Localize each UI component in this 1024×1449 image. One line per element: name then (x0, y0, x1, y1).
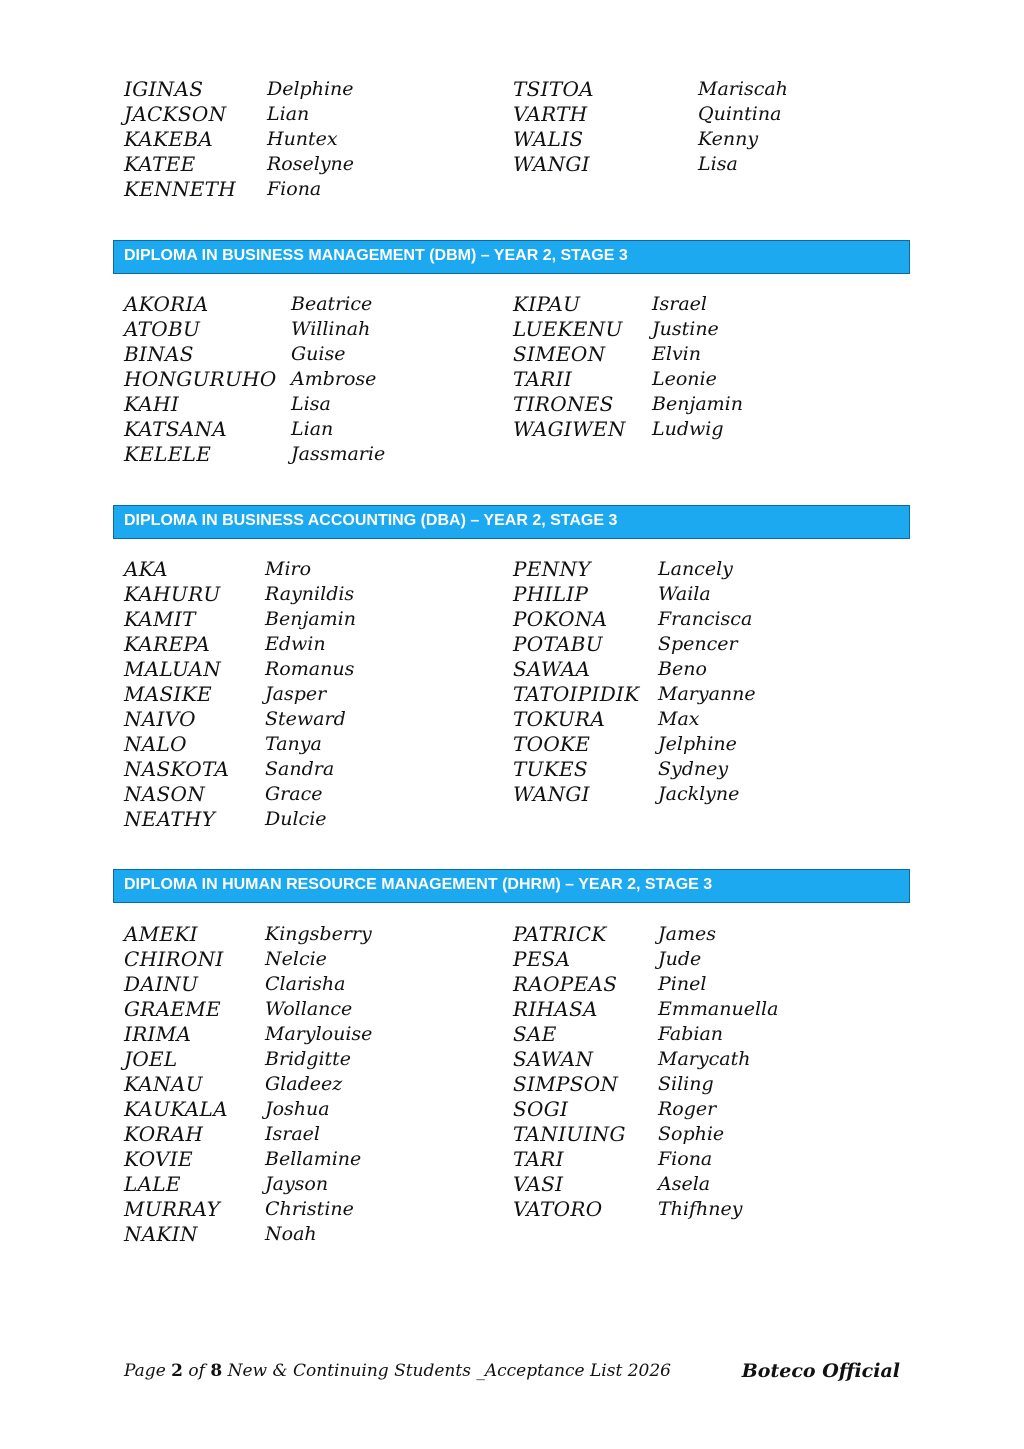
student-surname: AMEKI (124, 921, 198, 946)
student-given-name: James (658, 922, 716, 945)
student-given-name: Guise (291, 342, 346, 365)
left-column (124, 556, 513, 831)
student-given-name: Ludwig (652, 417, 724, 440)
student-given-name: Justine (652, 317, 719, 340)
student-surname: IRIMA (124, 1021, 192, 1046)
list-item (513, 971, 902, 996)
student-given-name: Kingsberry (265, 922, 372, 945)
list-item (513, 556, 902, 581)
student-given-name: Christine (265, 1197, 354, 1220)
student-surname: SIMPSON (513, 1071, 619, 1096)
student-surname: HONGURUHO (124, 366, 277, 391)
section-header-dbm: DIPLOMA IN BUSINESS MANAGEMENT (DBM) – YEAR 2, STAGE 3 (113, 240, 910, 274)
student-surname: JACKSON (124, 101, 227, 126)
student-surname: KIPAU (513, 291, 581, 316)
student-given-name: Gladeez (265, 1072, 343, 1095)
list-item (124, 681, 513, 706)
list-item (124, 971, 513, 996)
student-surname: POTABU (513, 631, 603, 656)
student-surname: KELELE (124, 441, 212, 466)
list-item (124, 366, 513, 391)
student-surname: AKA (124, 556, 168, 581)
student-surname: WALIS (513, 126, 584, 151)
student-surname: NASKOTA (124, 756, 230, 781)
student-surname: KAHURU (124, 581, 221, 606)
list-item (513, 1196, 902, 1221)
list-item (513, 151, 902, 176)
list-item (124, 556, 513, 581)
student-given-name: Miro (265, 557, 312, 580)
student-surname: WANGI (513, 781, 590, 806)
list-item (124, 441, 513, 466)
student-given-name: Maryanne (658, 682, 756, 705)
student-surname: LUEKENU (513, 316, 623, 341)
student-given-name: Kenny (698, 127, 759, 150)
student-given-name: Leonie (652, 367, 717, 390)
list-item (513, 341, 902, 366)
list-item (513, 391, 902, 416)
student-surname: SAWAN (513, 1046, 594, 1071)
student-given-name: Lian (267, 102, 310, 125)
list-item (124, 781, 513, 806)
list-item (124, 656, 513, 681)
student-given-name: Benjamin (652, 392, 743, 415)
page-footer (124, 1358, 900, 1384)
student-surname: KAMIT (124, 606, 196, 631)
list-item (124, 706, 513, 731)
student-given-name: Jude (658, 947, 702, 970)
list-item (513, 946, 902, 971)
student-given-name: Fiona (658, 1147, 713, 1170)
student-given-name: Wollance (265, 997, 353, 1020)
student-given-name: Beno (658, 657, 707, 680)
footer-of-word: of (188, 1361, 205, 1381)
list-item (513, 756, 902, 781)
student-surname: VARTH (513, 101, 588, 126)
student-given-name: Grace (265, 782, 323, 805)
student-surname: TUKES (513, 756, 588, 781)
list-item (513, 1046, 902, 1071)
student-surname: DAINU (124, 971, 199, 996)
student-given-name: Huntex (267, 127, 338, 150)
student-surname: TOOKE (513, 731, 591, 756)
student-given-name: Lancely (658, 557, 733, 580)
list-item (124, 1071, 513, 1096)
list-item (124, 946, 513, 971)
student-given-name: Roger (658, 1097, 717, 1120)
list-item (513, 631, 902, 656)
left-column (124, 921, 513, 1246)
footer-brand: Boteco Official (741, 1360, 900, 1382)
student-given-name: Edwin (265, 632, 326, 655)
list-item (124, 921, 513, 946)
list-item (124, 1196, 513, 1221)
student-surname: KAHI (124, 391, 180, 416)
student-surname: JOEL (124, 1046, 178, 1071)
student-surname: MURRAY (124, 1196, 221, 1221)
student-surname: NALO (124, 731, 187, 756)
student-surname: AKORIA (124, 291, 209, 316)
student-given-name: Sydney (658, 757, 729, 780)
list-item (124, 606, 513, 631)
list-item (513, 1021, 902, 1046)
student-given-name: Israel (265, 1122, 320, 1145)
student-surname: POKONA (513, 606, 608, 631)
student-surname: LALE (124, 1171, 181, 1196)
student-given-name: Dulcie (265, 807, 327, 830)
student-surname: VATORO (513, 1196, 603, 1221)
section-continued-list (124, 76, 914, 201)
student-surname: NAKIN (124, 1221, 198, 1246)
list-item (513, 921, 902, 946)
student-surname: MALUAN (124, 656, 222, 681)
student-surname: KAREPA (124, 631, 211, 656)
student-surname: KENNETH (124, 176, 237, 201)
student-given-name: Bridgitte (265, 1047, 352, 1070)
student-given-name: Ambrose (291, 367, 377, 390)
student-given-name: Roselyne (267, 152, 355, 175)
student-given-name: Nelcie (265, 947, 327, 970)
student-surname: KANAU (124, 1071, 203, 1096)
student-given-name: Sandra (265, 757, 335, 780)
list-item (513, 416, 902, 441)
student-given-name: Jassmarie (291, 442, 386, 465)
list-item (513, 581, 902, 606)
student-given-name: Quintina (698, 102, 782, 125)
student-given-name: Asela (658, 1172, 711, 1195)
student-given-name: Lian (291, 417, 334, 440)
list-item (124, 316, 513, 341)
student-given-name: Francisca (658, 607, 753, 630)
student-given-name: Emmanuella (658, 997, 779, 1020)
student-surname: TANIUING (513, 1121, 626, 1146)
student-given-name: Tanya (265, 732, 322, 755)
list-item (124, 756, 513, 781)
footer-page-number: 2 (171, 1361, 184, 1381)
student-surname: PATRICK (513, 921, 607, 946)
student-given-name: Lisa (291, 392, 331, 415)
student-surname: RIHASA (513, 996, 598, 1021)
student-given-name: Waila (658, 582, 711, 605)
student-given-name: Max (658, 707, 700, 730)
student-given-name: Thifhney (658, 1197, 743, 1220)
student-given-name: Jayson (265, 1172, 329, 1195)
student-surname: NAIVO (124, 706, 196, 731)
section-dba-list (124, 556, 914, 831)
list-item (513, 681, 902, 706)
student-surname: PHILIP (513, 581, 589, 606)
list-item (124, 1146, 513, 1171)
student-surname: TARI (513, 1146, 564, 1171)
list-item (124, 1121, 513, 1146)
student-given-name: Lisa (698, 152, 738, 175)
student-given-name: Siling (658, 1072, 714, 1095)
student-given-name: Delphine (267, 77, 354, 100)
student-surname: TARII (513, 366, 573, 391)
student-given-name: Raynildis (265, 582, 355, 605)
student-surname: SOGI (513, 1096, 569, 1121)
list-item (513, 656, 902, 681)
student-surname: WANGI (513, 151, 590, 176)
right-column (513, 556, 902, 831)
right-column (513, 921, 902, 1246)
list-item (513, 781, 902, 806)
list-item (513, 366, 902, 391)
list-item (513, 291, 902, 316)
student-given-name: Elvin (652, 342, 701, 365)
student-given-name: Benjamin (265, 607, 356, 630)
student-given-name: Spencer (658, 632, 738, 655)
list-item (513, 606, 902, 631)
student-given-name: Pinel (658, 972, 707, 995)
list-item (124, 631, 513, 656)
student-surname: NASON (124, 781, 206, 806)
student-given-name: Marycath (658, 1047, 751, 1070)
student-surname: PESA (513, 946, 571, 971)
student-surname: RAOPEAS (513, 971, 618, 996)
student-given-name: Sophie (658, 1122, 725, 1145)
list-item (124, 1096, 513, 1121)
list-item (124, 101, 513, 126)
footer-page-total: 8 (210, 1361, 223, 1381)
student-given-name: Jasper (265, 682, 327, 705)
list-item (124, 1171, 513, 1196)
list-item (124, 806, 513, 831)
student-surname: KATSANA (124, 416, 228, 441)
footer-page-word: Page (124, 1361, 166, 1381)
list-item (124, 581, 513, 606)
student-surname: BINAS (124, 341, 194, 366)
list-item (513, 126, 902, 151)
student-surname: PENNY (513, 556, 591, 581)
list-item (513, 996, 902, 1021)
list-item (513, 1096, 902, 1121)
student-surname: TSITOA (513, 76, 594, 101)
list-item (513, 1146, 902, 1171)
student-given-name: Steward (265, 707, 346, 730)
section-dbm-list (124, 291, 914, 466)
student-surname: CHIRONI (124, 946, 224, 971)
student-given-name: Joshua (265, 1097, 330, 1120)
student-surname: KAUKALA (124, 1096, 228, 1121)
student-surname: SAWAA (513, 656, 591, 681)
list-item (513, 1121, 902, 1146)
student-surname: TATOIPIDIK (513, 681, 640, 706)
student-surname: KOVIE (124, 1146, 193, 1171)
list-item (124, 731, 513, 756)
student-surname: MASIKE (124, 681, 212, 706)
student-surname: VASI (513, 1171, 564, 1196)
section-header-dhrm: DIPLOMA IN HUMAN RESOURCE MANAGEMENT (DHRM) – YEAR 2, STAGE 3 (113, 869, 910, 903)
student-surname: SAE (513, 1021, 557, 1046)
student-surname: WAGIWEN (513, 416, 626, 441)
student-given-name: Fiona (267, 177, 322, 200)
section-dhrm-list (124, 921, 914, 1246)
student-surname: KORAH (124, 1121, 204, 1146)
list-item (124, 996, 513, 1021)
student-given-name: Willinah (291, 317, 371, 340)
list-item (124, 126, 513, 151)
student-given-name: Marylouise (265, 1022, 373, 1045)
list-item (124, 176, 513, 201)
left-column (124, 76, 513, 201)
footer-doc-title: New & Continuing Students _Acceptance List 2026 (227, 1361, 671, 1381)
list-item (513, 316, 902, 341)
student-given-name: Jelphine (658, 732, 737, 755)
section-header-dba: DIPLOMA IN BUSINESS ACCOUNTING (DBA) – YEAR 2, STAGE 3 (113, 505, 910, 539)
student-given-name: Noah (265, 1222, 317, 1245)
student-given-name: Israel (652, 292, 707, 315)
list-item (513, 1171, 902, 1196)
list-item (513, 76, 902, 101)
list-item (124, 391, 513, 416)
student-surname: NEATHY (124, 806, 216, 831)
student-surname: KATEE (124, 151, 196, 176)
list-item (124, 1046, 513, 1071)
list-item (124, 76, 513, 101)
student-surname: TIRONES (513, 391, 614, 416)
student-given-name: Beatrice (291, 292, 373, 315)
student-given-name: Fabian (658, 1022, 724, 1045)
right-column (513, 291, 902, 466)
list-item (513, 1071, 902, 1096)
list-item (124, 341, 513, 366)
student-surname: ATOBU (124, 316, 201, 341)
list-item (513, 101, 902, 126)
student-given-name: Jacklyne (658, 782, 740, 805)
student-given-name: Bellamine (265, 1147, 362, 1170)
student-given-name: Mariscah (698, 77, 788, 100)
student-surname: KAKEBA (124, 126, 214, 151)
student-surname: SIMEON (513, 341, 606, 366)
list-item (124, 416, 513, 441)
student-surname: IGINAS (124, 76, 204, 101)
list-item (124, 151, 513, 176)
list-item (124, 291, 513, 316)
list-item (124, 1221, 513, 1246)
list-item (124, 1021, 513, 1046)
list-item (513, 731, 902, 756)
footer-page-info (124, 1361, 671, 1381)
left-column (124, 291, 513, 466)
student-given-name: Romanus (265, 657, 355, 680)
student-surname: TOKURA (513, 706, 606, 731)
right-column (513, 76, 902, 201)
student-surname: GRAEME (124, 996, 221, 1021)
student-given-name: Clarisha (265, 972, 346, 995)
list-item (513, 706, 902, 731)
